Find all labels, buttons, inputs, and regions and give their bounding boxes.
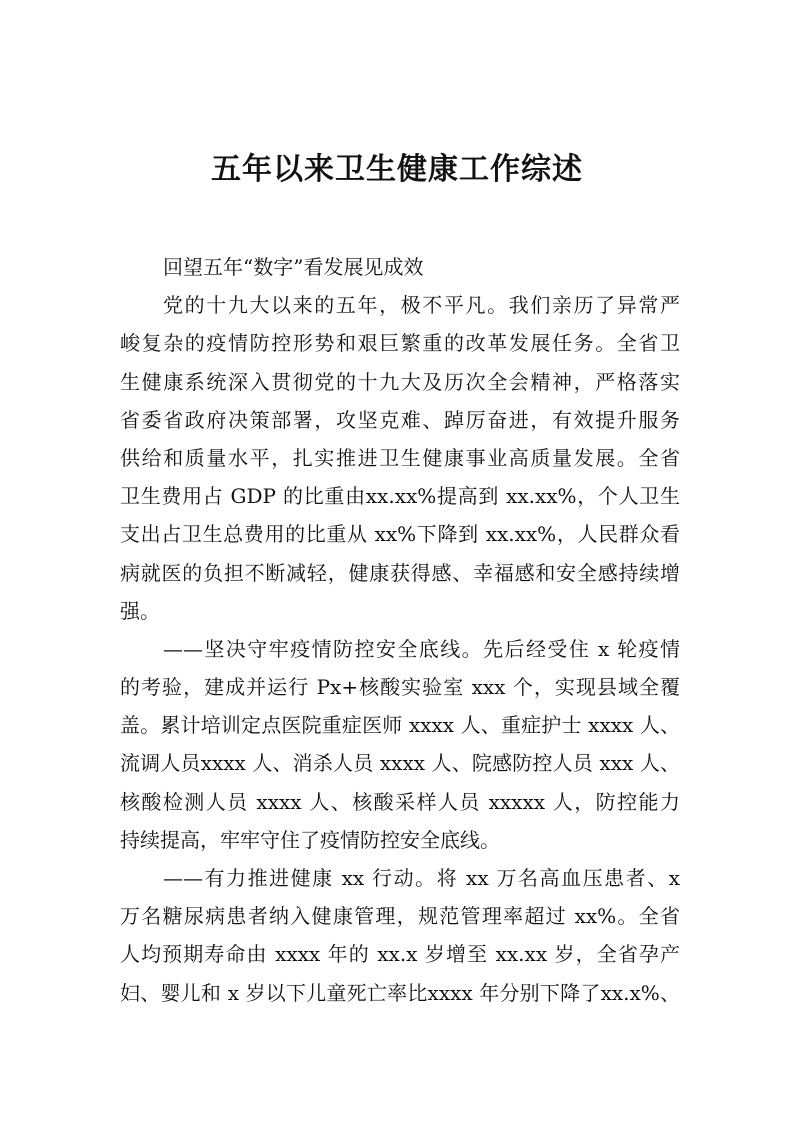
section-heading: 回望五年“数字”看发展见成效 <box>163 255 424 279</box>
text-line: 核酸检测人员 xxxx 人、核酸采样人员 xxxxx 人，防控能力 <box>120 789 680 814</box>
text-line: 妇、婴儿和 x 岁以下儿童死亡率比xxxx 年分别下降了xx.x%、 <box>120 980 680 1005</box>
text-line: ——坚决守牢疫情防控安全底线。先后经受住 x 轮疫情 <box>163 636 680 661</box>
text-line: 党的十九大以来的五年，极不平凡。我们亲历了异常严 <box>163 293 680 318</box>
document-body <box>120 248 680 1012</box>
text-line: 万名糖尿病患者纳入健康管理，规范管理率超过 xx%。全省 <box>120 904 680 929</box>
text-line: 支出占卫生总费用的比重从 xx%下降到 xx.xx%，人民群众看 <box>120 522 680 547</box>
text-line: 持续提高，牢牢守住了疫情防控安全底线。 <box>120 827 500 852</box>
text-line: 人均预期寿命由 xxxx 年的 xx.x 岁增至 xx.xx 岁，全省孕产 <box>120 942 680 967</box>
text-line: 病就医的负担不断减轻，健康获得感、幸福感和安全感持续增 <box>120 560 680 585</box>
text-line: 生健康系统深入贯彻党的十九大及历次全会精神，严格落实 <box>120 369 680 394</box>
text-line: 强。 <box>120 598 160 623</box>
text-line: 卫生费用占 GDP 的比重由xx.xx%提高到 xx.xx%，个人卫生 <box>120 484 680 509</box>
text-line: 供给和质量水平，扎实推进卫生健康事业高质量发展。全省 <box>120 445 680 470</box>
text-line: 流调人员xxxx 人、消杀人员 xxxx 人、院感防控人员 xxx 人、 <box>120 751 680 776</box>
text-line: 省委省政府决策部署，攻坚克难、踔厉奋进，有效提升服务 <box>120 407 680 432</box>
text-line: 盖。累计培训定点医院重症医师 xxxx 人、重症护士 xxxx 人、 <box>120 713 680 738</box>
text-line: 的考验，建成并运行 Px+核酸实验室 xxx 个，实现县域全覆 <box>120 675 680 700</box>
text-line: ——有力推进健康 xx 行动。将 xx 万名高血压患者、x <box>163 866 680 890</box>
document-title: 五年以来卫生健康工作综述 <box>211 152 583 187</box>
text-line: 峻复杂的疫情防控形势和艰巨繁重的改革发展任务。全省卫 <box>120 331 680 356</box>
